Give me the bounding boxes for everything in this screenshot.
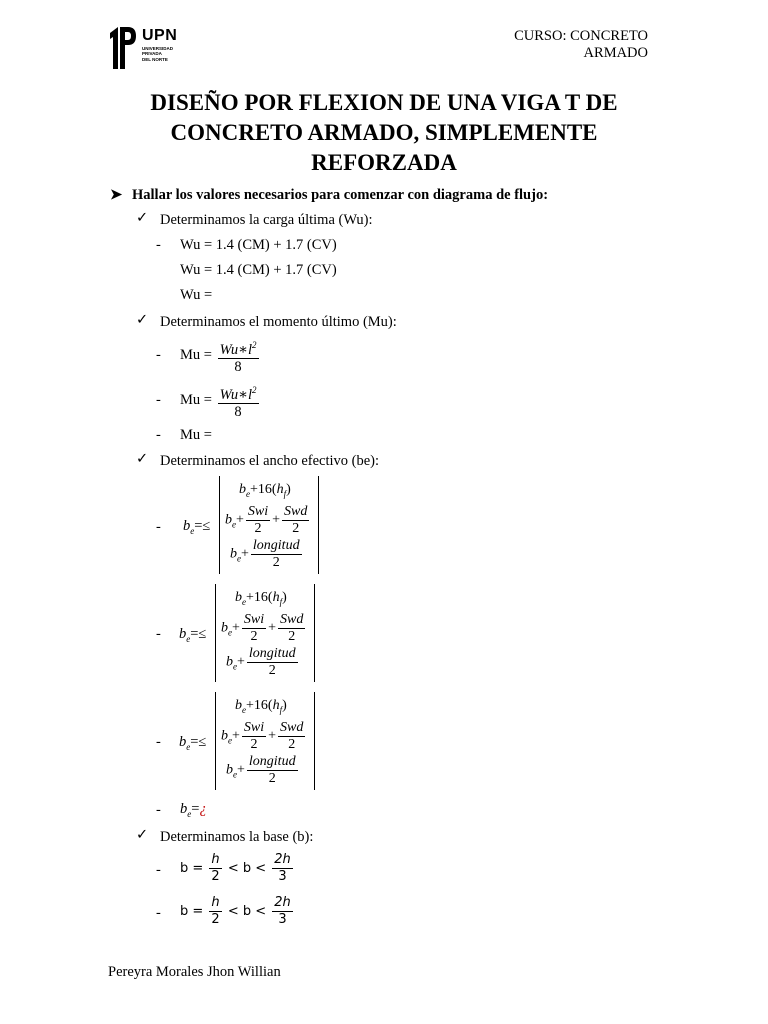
be-heading: Determinamos el ancho efectivo (be): [160, 453, 380, 469]
base-heading: Determinamos la base (b): [160, 829, 314, 845]
base-formula-1: b = $\frac{h}{2}$ < b < $\frac{2h}{3}$ [180, 852, 291, 884]
dash-marker: - [156, 734, 161, 750]
logo-text: UPN [142, 27, 178, 44]
mu-result: Mu = [180, 427, 212, 443]
mu-heading: Determinamos el momento último (Mu): [160, 314, 397, 330]
mu-formula-1: Mu = $\frac{Wu∗l^2}{8}$ [180, 337, 261, 375]
base-formula-2: b = $\frac{h}{2}$ < b < $\frac{2h}{3}$ [180, 895, 291, 927]
be-formula-2: $b_e=\le$ $b_e+16(h_f)$ $b_e+$ $\frac{\text{Swi}}{2}$ + $\frac{\text{Swd}}{2}$ $b_e+$ $\frac{\text{longitud}}{2}$ [179, 584, 319, 684]
check-icon: ✓ [136, 210, 149, 226]
dash-marker: - [156, 862, 161, 878]
check-icon: ✓ [136, 451, 149, 467]
be-formula-1: $b_e=\le$ $b_e+16(h_f)$ $b_e+$ $\frac{\text{Swi}}{2}$ + $\frac{\text{Swd}}{2}$ $b_e+$ $\frac{\text{longitud}}{2}$ [183, 476, 323, 576]
dash-marker: - [156, 427, 161, 443]
mu-fraction: $\frac{Wu∗l^2}{8}$ [218, 382, 259, 420]
mu-fraction: $\frac{Wu∗l^2}{8}$ [218, 337, 259, 375]
dash-marker: - [156, 237, 161, 253]
dash-marker: - [156, 626, 161, 642]
dash-marker: - [156, 392, 161, 408]
dash-marker: - [156, 519, 161, 535]
footer-author: Pereyra Morales Jhon Willian [108, 964, 281, 980]
check-icon: ✓ [136, 312, 149, 328]
dash-marker: - [156, 905, 161, 921]
wu-heading: Determinamos la carga última (Wu): [160, 212, 373, 228]
wu-line-1: Wu = 1.4 (CM) + 1.7 (CV) [180, 237, 337, 253]
wu-line-2: Wu = 1.4 (CM) + 1.7 (CV) [180, 262, 337, 278]
upn-logo [108, 27, 180, 69]
page-title: DISEÑO POR FLEXION DE UNA VIGA T DE CONCRETO ARMADO, SIMPLEMENTE REFORZADA [150, 90, 618, 175]
main-bullet: ➤ Hallar los valores necesarios para comenzar con diagrama de flujo: [110, 187, 549, 203]
dash-marker: - [156, 347, 161, 363]
be-formula-3: $b_e=\le$ $b_e+16(h_f)$ $b_e+$ $\frac{\text{Swi}}{2}$ + $\frac{\text{Swd}}{2}$ $b_e+$ $\frac{\text{longitud}}{2}$ [179, 692, 319, 792]
logo-subtitle: UNIVERSIDAD PRIVADA DEL NORTE [142, 46, 174, 62]
course-label: CURSO: CONCRETO ARMADO [514, 28, 648, 61]
upn-mark-icon [108, 27, 138, 69]
check-icon: ✓ [136, 827, 149, 843]
wu-line-3: Wu = [180, 287, 213, 303]
be-result: $b_e=¿$ [180, 801, 207, 819]
arrow-right-icon: ➤ [110, 187, 123, 203]
dash-marker: - [156, 802, 161, 818]
mu-formula-2: Mu = $\frac{Wu∗l^2}{8}$ [180, 382, 261, 420]
